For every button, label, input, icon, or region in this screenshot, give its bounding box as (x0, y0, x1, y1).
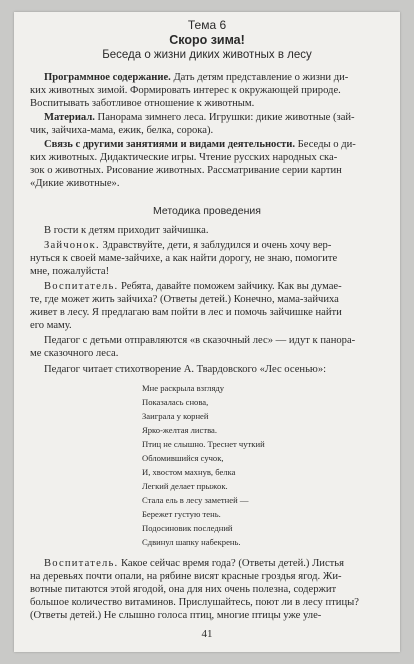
link-text: Беседы о ди- (295, 139, 356, 150)
lesson-subtitle: Беседа о жизни диких животных в лесу (102, 49, 312, 61)
material-text: Панорама зимнего леса. Игрушки: дикие животные (зай- (94, 112, 355, 123)
book-page (14, 12, 400, 652)
poem-line: Подосиновик последний (142, 523, 233, 533)
bottom-line-4: большое количество витаминов. Прислушайтесь, поют ли в лесу птицы? (30, 597, 359, 608)
material-line-2: чик, зайчиха-мама, ежик, белка, сорока). (30, 125, 214, 136)
body-line-10: ме сказочного леса. (30, 348, 119, 359)
poem-line: Ярко-желтая листва. (142, 425, 217, 435)
poem-line: Заиграла у корней (142, 411, 209, 421)
page-number: 41 (201, 628, 213, 640)
body-line-9: Педагог с детьми отправляются «в сказочный лес» — идут к панора- (44, 335, 356, 346)
material-line-1 (44, 111, 384, 124)
program-line-2: ких животных зимой. Формировать интерес к окружающей природе. (30, 85, 341, 96)
teacher-text: Ребята, давайте поможем зайчику. Как вы думае- (118, 281, 342, 292)
poem-line: Показалась снова, (142, 397, 209, 407)
teacher-text-2: Какое сейчас время года? (Ответы детей.) Листья (118, 558, 344, 569)
body-line-6: те, где может жить зайчиха? (Ответы детей.) Конечно, мама-зайчиха (30, 294, 339, 305)
body-line-8: его маму. (30, 320, 72, 331)
speaker-bunny: Зайчонок. (44, 240, 100, 251)
program-line-1 (44, 71, 384, 84)
poem-line: Обломившийся сучок, (142, 453, 224, 463)
link-line-1 (44, 138, 384, 151)
bottom-line-2: на деревьях почти опали, на рябине висят красные гроздья ягод. Жи- (30, 571, 342, 582)
poem-line: Птиц не слышно. Треснет чуткий (142, 439, 265, 449)
body-line-3: нуться к своей маме-зайчихе, а как найти дорогу, не знаю, помогите (30, 253, 338, 264)
topic-label: Тема 6 (187, 18, 227, 32)
bottom-line-1 (44, 557, 384, 570)
program-text: Дать детям представление о жизни ди- (170, 72, 349, 83)
poem-line: И, хвостом махнув, белка (142, 467, 236, 477)
bottom-line-3: вотные питаются этой ягодой, она для них очень полезна, содержит (30, 584, 337, 595)
bunny-text: Здравствуйте, дети, я заблудился и очень хочу вер- (99, 240, 332, 251)
body-line-7: живет в лесу. Я предлагаю вам пойти в лес и помочь зайчишке найти (30, 307, 342, 318)
body-line-2 (44, 239, 384, 252)
body-line-1: В гости к детям приходит зайчишка. (44, 225, 209, 236)
speaker-teacher: Воспитатель. (44, 281, 119, 292)
speaker-teacher-2: Воспитатель. (44, 558, 119, 569)
method-heading: Методика проведения (153, 205, 261, 217)
material-label: Материал. (44, 112, 95, 123)
program-line-3: Воспитывать заботливое отношение к животным. (30, 98, 255, 109)
link-line-3: зок о животных. Рисование животных. Рассматривание серии картин (30, 165, 342, 176)
poem-line: Бережет густую тень. (142, 509, 221, 519)
body-line-5 (44, 280, 384, 293)
poem-line: Сдвинул шапку набекрень. (142, 537, 241, 547)
body-line-11: Педагог читает стихотворение А. Твардовского «Лес осенью»: (44, 364, 327, 375)
link-line-2: ких животных. Дидактические игры. Чтение русских народных ска- (30, 152, 338, 163)
lesson-title: Скоро зима! (169, 33, 245, 47)
body-line-4: мне, пожалуйста! (30, 266, 110, 277)
link-line-4: «Дикие животные». (30, 178, 120, 189)
poem-line: Мне раскрыла взгляду (142, 383, 225, 393)
link-label: Связь с другими занятиями и видами деятельности. (44, 139, 296, 150)
poem-line: Легкий делает прыжок. (142, 481, 228, 491)
program-label: Программное содержание. (44, 72, 171, 83)
bottom-line-5: (Ответы детей.) Не слышно голоса птиц, многие птицы уже уле- (30, 610, 322, 621)
poem-line: Стала ель в лесу заметней — (142, 495, 249, 505)
